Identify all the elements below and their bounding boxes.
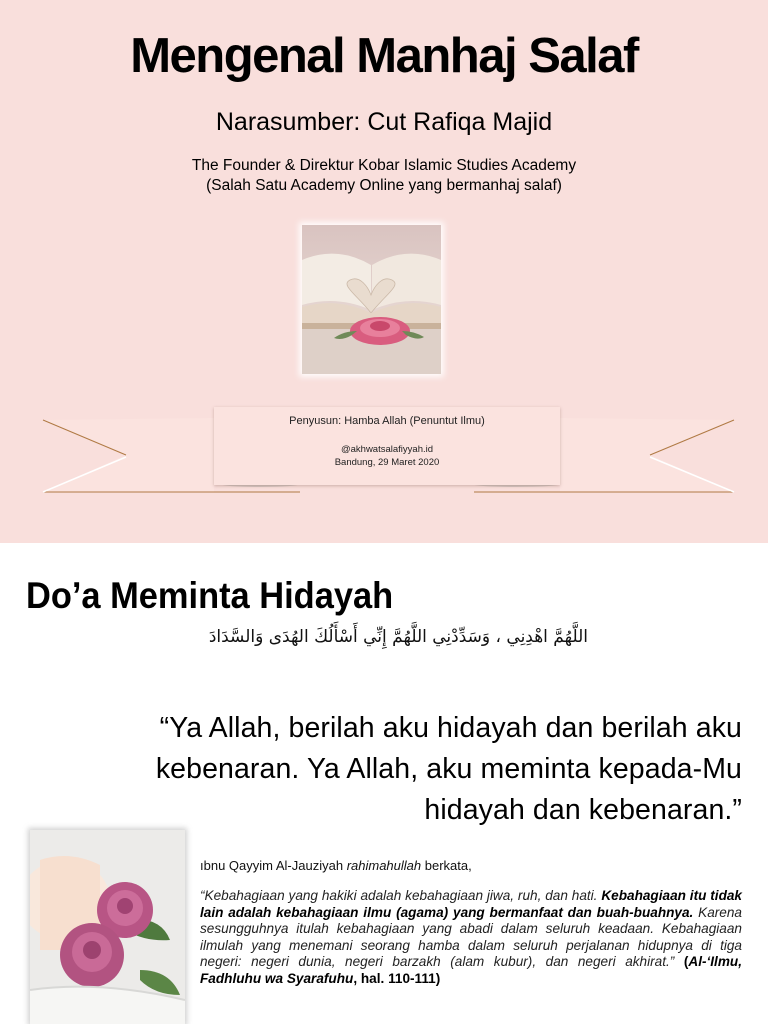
ibnu-qayyim-intro bbox=[200, 858, 472, 873]
intro-honorific: rahimahullah bbox=[346, 858, 422, 873]
intro-suffix: berkata, bbox=[421, 858, 472, 873]
arabic-dua: اللَّهُمَّ اهْدِنِي ، وَسَدِّدْنِي اللَّهُمَّ إِنِّي أَسْأَلُكَ الهُدَى وَالسَّدَادَ bbox=[208, 627, 588, 647]
compiler-line: Penyusun: Hamba Allah (Penuntut Ilmu) bbox=[289, 415, 485, 427]
ref-open: ( bbox=[683, 954, 689, 970]
role-line-1: The Founder & Direktur Kobar Islamic Studies Academy bbox=[191, 157, 577, 174]
slide-title: Mengenal Manhaj Salaf bbox=[130, 29, 638, 83]
quote-line-3: hidayah dan kebenaran.” bbox=[424, 794, 742, 826]
dua-title: Do’a Meminta Hidayah bbox=[26, 575, 394, 616]
roses-candle-photo bbox=[30, 830, 185, 1024]
body-bold: Kebahagiaan itu tidak lain adalah kebahagiaan ilmu (agama) yang bermanfaat dan buah-buahnya. bbox=[200, 888, 742, 920]
place-date: Bandung, 29 Maret 2020 bbox=[334, 457, 440, 468]
roses-candle-illustration bbox=[30, 830, 185, 1024]
dua-translation bbox=[26, 708, 742, 831]
intro-prefix: ıbnu Qayyim Al-Jauziyah bbox=[200, 858, 347, 873]
speaker-line: Narasumber: Cut Rafiqa Majid bbox=[215, 108, 553, 136]
social-handle: @akhwatsalafiyyah.id bbox=[340, 444, 434, 455]
body-part-2: Karena sesungguhnya itulah kebahagiaan yang abadi dalam seluruh keadaan. Kebahagiaan ilmulah yang menemani seorang hamba dalam seluruh perjalanan hidupnya di tiga negeri: negeri dunia, negeri barzakh (alam kubur), dan negeri akhirat.” bbox=[200, 904, 742, 970]
quote-line-2: kebenaran. Ya Allah, aku meminta kepada-Mu bbox=[155, 753, 742, 785]
ref-book-title: Al-‘Ilmu, Fadhluhu wa Syarafuhu bbox=[200, 954, 742, 986]
ribbon-info-box bbox=[214, 407, 560, 485]
body-part-1: “Kebahagiaan yang hakiki adalah kebahagiaan jiwa, ruh, dan hati. bbox=[200, 888, 602, 903]
ibnu-qayyim-quote bbox=[200, 888, 742, 988]
speaker-role bbox=[0, 156, 768, 196]
quote-line-1: “Ya Allah, berilah aku hidayah dan berilah aku bbox=[159, 712, 742, 744]
dua-slide bbox=[0, 543, 768, 1024]
book-rose-illustration bbox=[302, 225, 441, 374]
role-line-2: (Salah Satu Academy Online yang bermanhaj salaf) bbox=[206, 177, 562, 194]
book-rose-photo bbox=[302, 225, 441, 374]
ref-page: , hal. 110-111) bbox=[353, 970, 441, 986]
